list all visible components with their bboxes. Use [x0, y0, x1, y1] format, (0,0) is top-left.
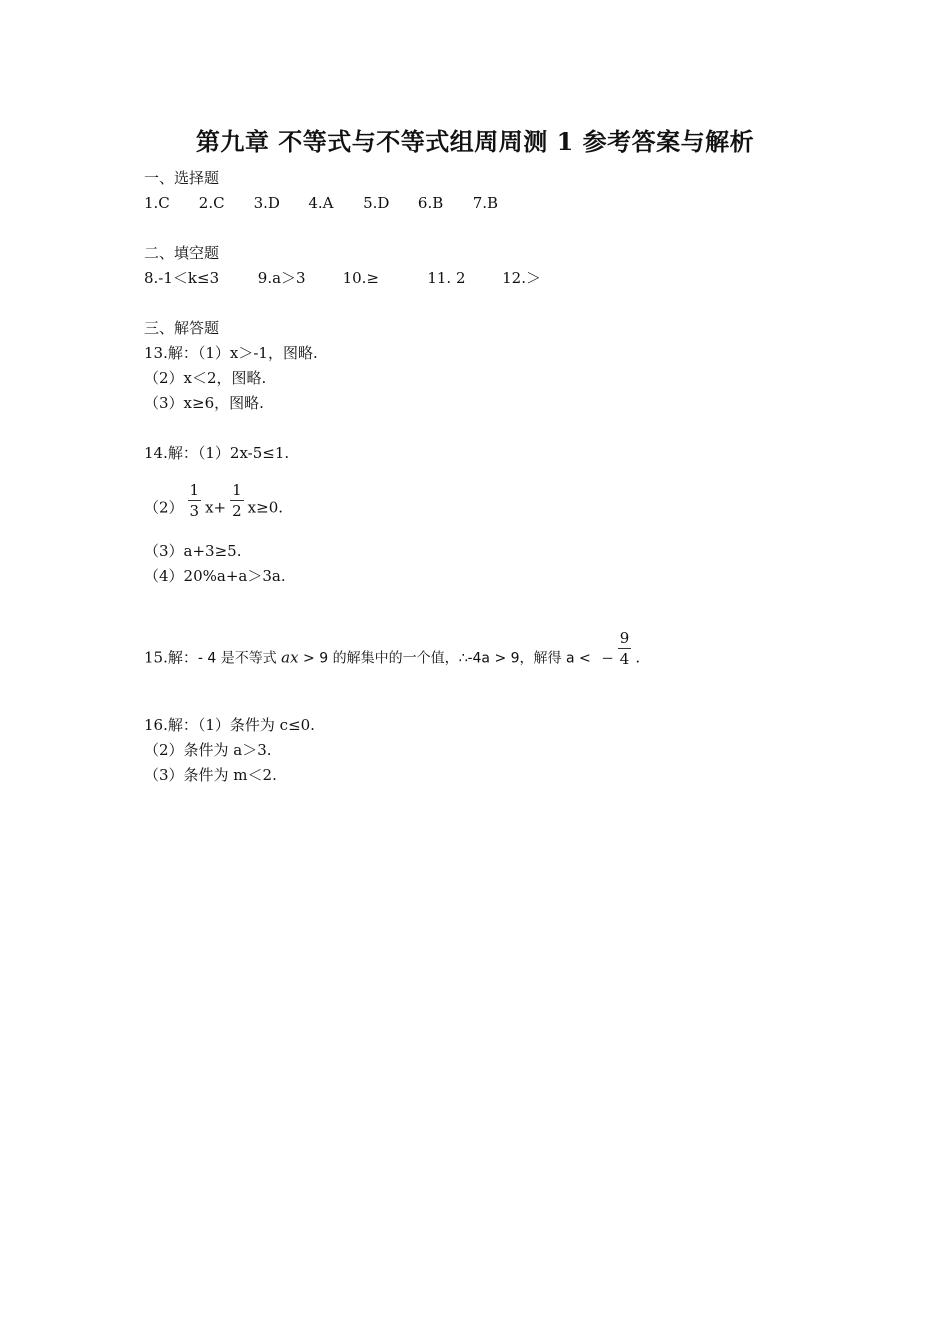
q15-prefix: 15.解： [144, 648, 198, 667]
q13-line-2: （2）x＜2，图略. [144, 369, 267, 387]
q14-l2-prefix: （2） [144, 498, 184, 517]
answer-item: 11. 2 [427, 269, 466, 287]
fraction-one-half [230, 482, 244, 519]
fraction-numerator: 9 [619, 629, 630, 647]
section-heading-fill: 二、填空题 [144, 244, 220, 262]
fraction-denominator: 4 [619, 650, 630, 668]
section-heading-solve: 三、解答题 [144, 319, 220, 337]
fraction-numerator: 1 [189, 481, 200, 499]
q15-ax: ax [281, 648, 299, 667]
q15-line [144, 629, 641, 677]
q16-line-2: （2）条件为 a＞3. [144, 741, 272, 759]
answer-item: 9.a＞3 [257, 269, 306, 287]
answer-item: 7.B [472, 194, 499, 212]
q14-line-1: 14.解：（1）2x-5≤1. [144, 444, 290, 462]
answer-item: 6.B [417, 194, 444, 212]
answer-item: 1.C [144, 194, 170, 212]
q14-l2-suffix: x≥0. [247, 498, 284, 517]
fraction-denominator: 2 [232, 502, 242, 520]
fraction-nine-quarters [618, 630, 632, 667]
section-heading-choice: 一、选择题 [144, 169, 220, 187]
answer-item: 3.D [253, 194, 280, 212]
fraction-denominator: 3 [189, 502, 200, 520]
fraction-one-third [188, 482, 202, 519]
answer-item: 12.＞ [502, 269, 541, 287]
answer-item: 2.C [198, 194, 225, 212]
answer-item: 4.A [308, 194, 334, 212]
q14-line-4: （4）20%a+a＞3a. [144, 567, 286, 585]
answer-item: 8.-1＜k≤3 [144, 269, 220, 287]
answer-item: 10.≥ [342, 269, 379, 287]
page-title: 第九章 不等式与不等式组周周测 1 参考答案与解析 [195, 127, 755, 156]
q13-line-3: （3）x≥6，图略. [144, 394, 264, 412]
q14-line-3: （3）a+3≥5. [144, 542, 242, 560]
fraction-bar [230, 500, 244, 501]
q16-line-3: （3）条件为 m＜2. [144, 766, 277, 784]
q14-l2-mid: x+ [205, 498, 227, 517]
choice-answers-row [144, 193, 523, 213]
q15-end: . [635, 648, 641, 667]
fraction-bar [618, 648, 632, 649]
fill-answers-row [144, 268, 562, 288]
q15-minus: − [601, 648, 614, 667]
q16-line-1: 16.解：（1）条件为 c≤0. [144, 716, 315, 734]
q15-part1: - 4 是不等式 [197, 650, 282, 667]
q13-line-1: 13.解：（1）x＞-1，图略. [144, 344, 318, 362]
q14-line-2 [144, 481, 284, 527]
fraction-numerator: 1 [232, 481, 242, 499]
fraction-bar [188, 500, 202, 501]
q15-part2: > 9 的解集中的一个值，∴-4a > 9，解得 a < [298, 650, 596, 667]
answer-item: 5.D [363, 194, 390, 212]
